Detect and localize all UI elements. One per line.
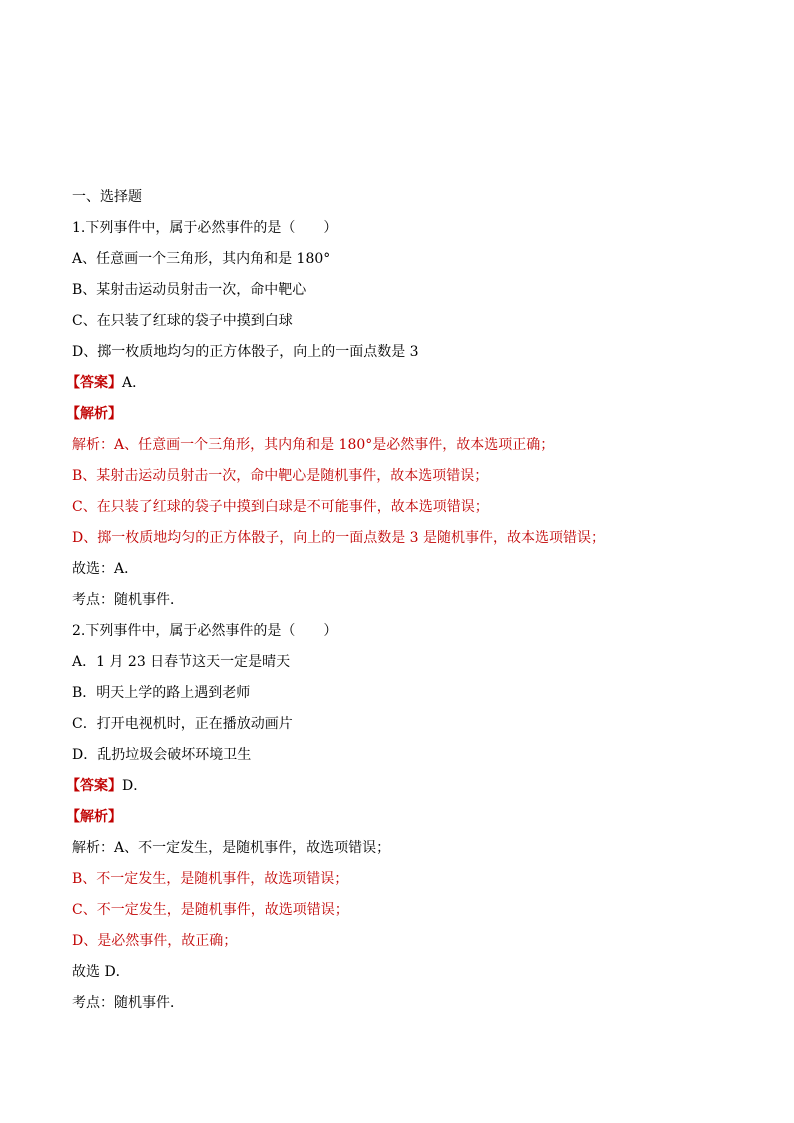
- analysis-label: 【解析】: [66, 809, 122, 825]
- answer-value: D．: [122, 778, 148, 794]
- question-1-analysis-line: D、掷一枚质地均匀的正方体骰子，向上的一面点数是 3 是随机事件，故本选项错误；: [72, 530, 606, 546]
- question-2-analysis-line: 解析：A、不一定发生，是随机事件，故选项错误；: [72, 840, 391, 856]
- analysis-label: 【解析】: [66, 406, 122, 422]
- question-2-analysis-line: B、不一定发生，是随机事件，故选项错误；: [72, 871, 349, 887]
- question-1-analysis-line: C、在只装了红球的袋子中摸到白球是不可能事件，故本选项错误；: [72, 499, 489, 515]
- question-1-analysis-heading: [66, 399, 732, 430]
- question-2-option-b: B．明天上学的路上遇到老师: [72, 685, 251, 701]
- question-1-option-c: C、在只装了红球的袋子中摸到白球: [72, 313, 293, 329]
- question-2-analysis-line: C、不一定发生，是随机事件，故选项错误；: [72, 902, 349, 918]
- answer-label: 【答案】: [66, 778, 122, 794]
- question-2-analysis-heading: [66, 802, 732, 833]
- answer-label: 【答案】: [66, 375, 122, 391]
- question-1-stem: 1.下列事件中，属于必然事件的是（ ）: [72, 220, 338, 236]
- question-1-analysis-line: 解析：A、任意画一个三角形，其内角和是 180°是必然事件，故本选项正确；: [72, 437, 555, 453]
- answer-value: A．: [122, 375, 147, 391]
- question-1-knowledge-point: 考点：随机事件．: [72, 592, 184, 608]
- document-body: [66, 182, 732, 1019]
- question-2-conclusion: 故选 D．: [72, 964, 130, 980]
- question-1-option-d: D、掷一枚质地均匀的正方体骰子，向上的一面点数是 3: [72, 344, 419, 360]
- question-2-stem: 2.下列事件中，属于必然事件的是（ ）: [72, 623, 338, 639]
- question-1-conclusion: 故选：A．: [72, 561, 139, 577]
- question-2-knowledge-point: 考点：随机事件．: [72, 995, 184, 1011]
- question-2-option-a: A．1 月 23 日春节这天一定是晴天: [72, 654, 291, 670]
- section-title: 一、选择题: [72, 189, 142, 205]
- question-1-option-b: B、某射击运动员射击一次，命中靶心: [72, 282, 307, 298]
- question-2-analysis-line: D、是必然事件，故正确；: [72, 933, 238, 949]
- question-2-option-c: C．打开电视机时，正在播放动画片: [72, 716, 293, 732]
- question-1-option-a: A、任意画一个三角形，其内角和是 180°: [72, 251, 331, 267]
- question-2-answer: [66, 771, 732, 802]
- question-1-analysis-line: B、某射击运动员射击一次，命中靶心是随机事件，故本选项错误；: [72, 468, 489, 484]
- question-2-option-d: D．乱扔垃圾会破坏环境卫生: [72, 747, 252, 763]
- question-1-answer: [66, 368, 732, 399]
